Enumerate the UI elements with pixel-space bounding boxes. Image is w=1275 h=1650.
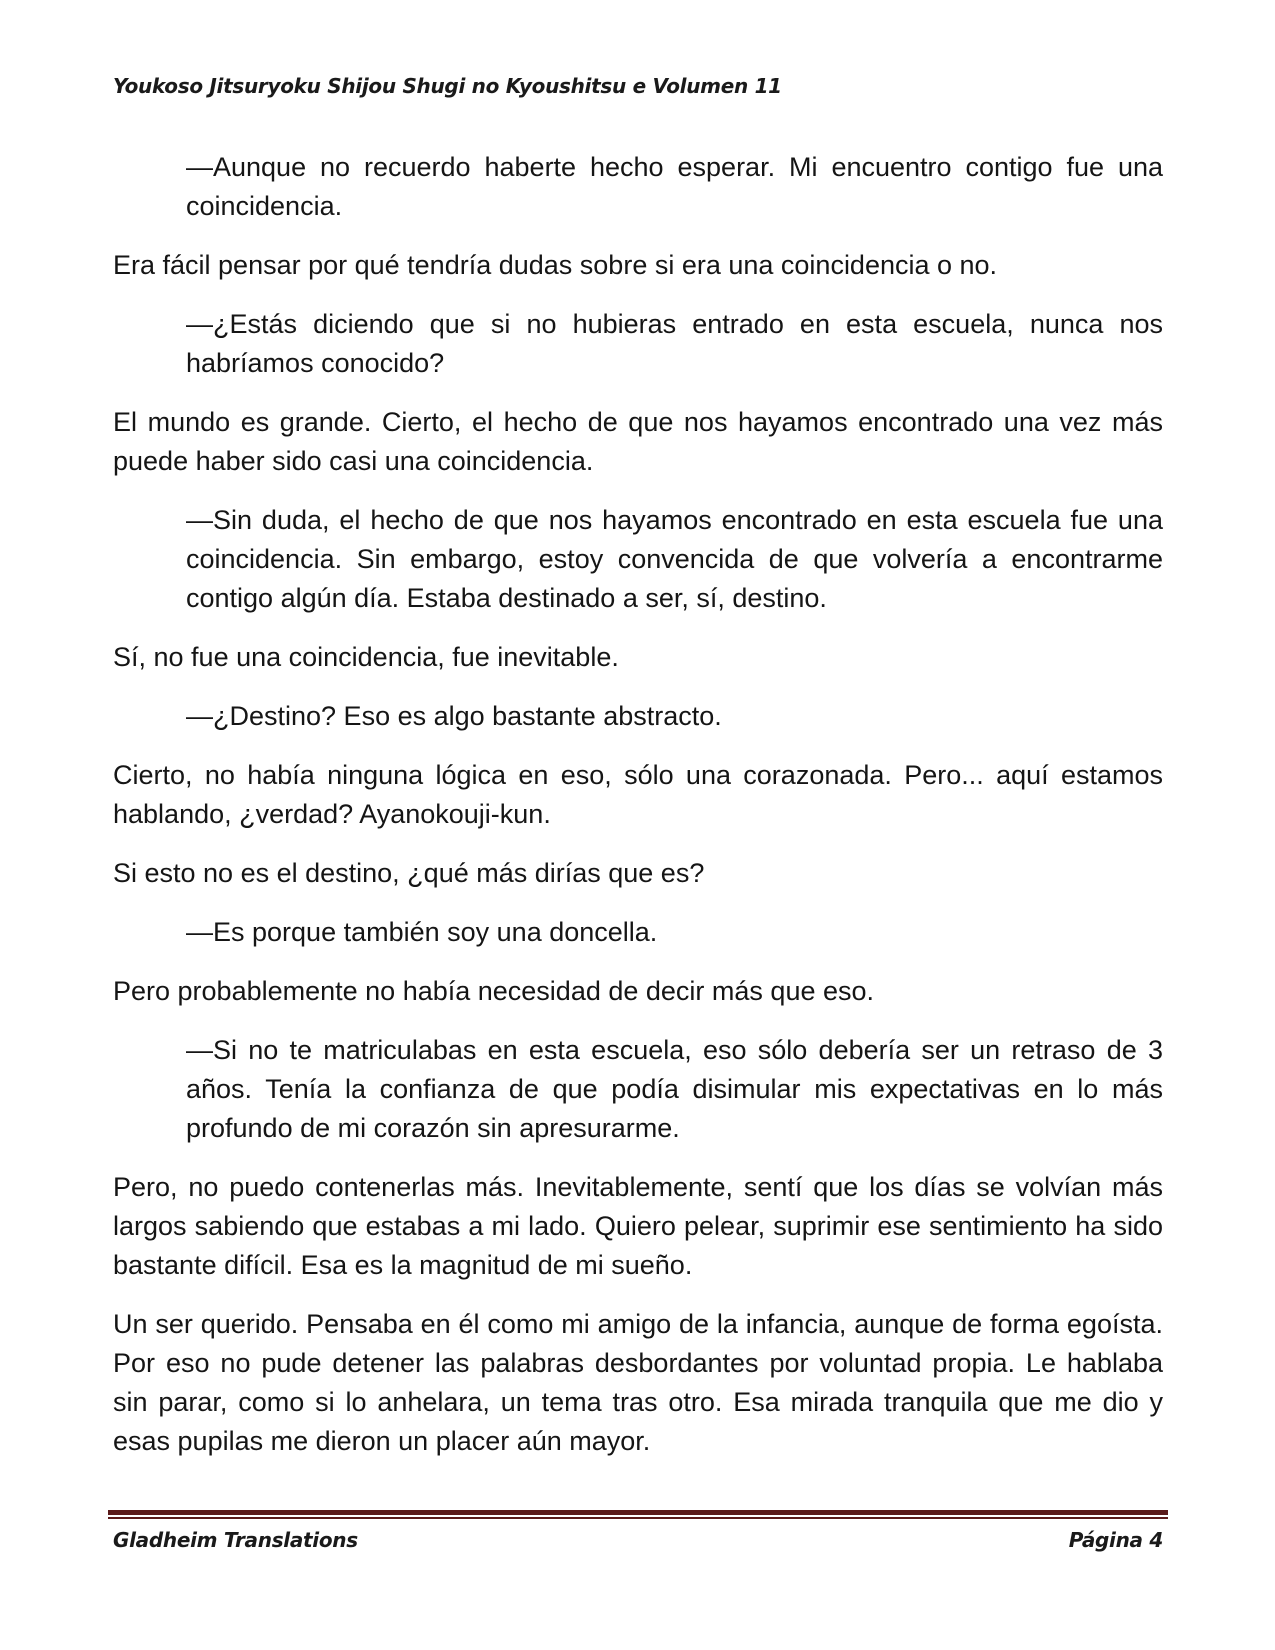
footer-divider-thin-line: [108, 1517, 1168, 1519]
paragraph: —Aunque no recuerdo haberte hecho esperar. Mi encuentro contigo fue una coincidencia.: [186, 152, 1163, 221]
paragraph: —Si no te matriculabas en esta escuela, eso sólo debería ser un retraso de 3 años. Tenía la confianza de que podía disimular mis expectativas en lo más profundo de mi corazón sin apresurarme.: [186, 1035, 1163, 1143]
paragraph: Cierto, no había ninguna lógica en eso, sólo una corazonada. Pero... aquí estamos hablando, ¿verdad? Ayanokouji-kun.: [113, 760, 1163, 829]
paragraph: Un ser querido. Pensaba en él como mi amigo de la infancia, aunque de forma egoísta. Por eso no pude detener las palabras desbordantes por voluntad propia. Le hablaba sin parar, como si lo anhelara, un tema tras otro. Esa mirada tranquila que me dio y esas pupilas me dieron un placer aún mayor.: [113, 1309, 1163, 1456]
paragraph: —Es porque también soy una doncella.: [186, 917, 658, 947]
paragraph: El mundo es grande. Cierto, el hecho de que nos hayamos encontrado una vez más puede haber sido casi una coincidencia.: [113, 407, 1163, 476]
paragraph: —¿Destino? Eso es algo bastante abstracto.: [186, 701, 722, 731]
paragraph: —¿Estás diciendo que si no hubieras entrado en esta escuela, nunca nos habríamos conocido?: [186, 309, 1163, 378]
paragraph: Era fácil pensar por qué tendría dudas sobre si era una coincidencia o no.: [113, 250, 998, 280]
footer-divider: [108, 1510, 1168, 1519]
page-number: Página 4: [1068, 1528, 1163, 1552]
page-header-title: Youkoso Jitsuryoku Shijou Shugi no Kyoushitsu e Volumen 11: [113, 74, 782, 98]
document-body: [113, 148, 1163, 1481]
paragraph: Si esto no es el destino, ¿qué más dirías que es?: [113, 858, 705, 888]
paragraph: Pero probablemente no había necesidad de decir más que eso.: [113, 976, 875, 1006]
footer-credit: Gladheim Translations: [113, 1528, 358, 1552]
paragraph: —Sin duda, el hecho de que nos hayamos encontrado en esta escuela fue una coincidencia. Sin embargo, estoy convencida de que volvería a encontrarme contigo algún día. Estaba destinado a ser, sí, destino.: [186, 505, 1163, 613]
paragraph: Pero, no puedo contenerlas más. Inevitablemente, sentí que los días se volvían más largos sabiendo que estabas a mi lado. Quiero pelear, suprimir ese sentimiento ha sido bastante difícil. Esa es la magnitud de mi sueño.: [113, 1172, 1163, 1280]
paragraph: Sí, no fue una coincidencia, fue inevitable.: [113, 642, 619, 672]
